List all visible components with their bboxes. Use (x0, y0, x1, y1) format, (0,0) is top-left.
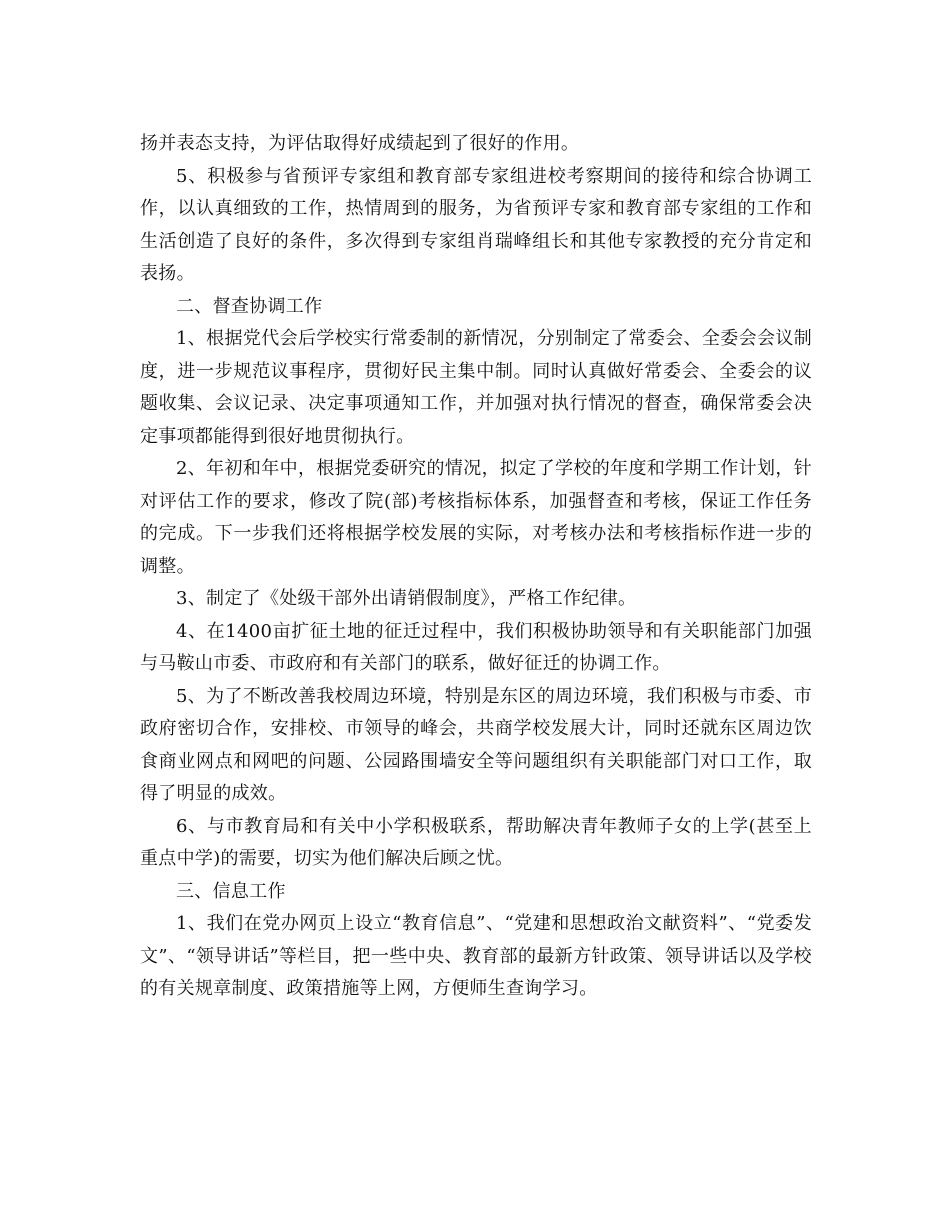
paragraph-continuation: 扬并表态支持，为评估取得好成绩起到了很好的作用。 (140, 133, 580, 154)
paragraph-item-3-leave-system: 3、制定了《处级干部外出请销假制度》，严格工作纪律。 (176, 588, 637, 609)
paragraph-item-1-committee-system: 1、根据党代会后学校实行常委制的新情况，分别制定了常委会、全委会会议制度，进一步规范议事程序，贯彻好民主集中制。同时认真做好常委会、全委会的议题收集、会议记录、决定事项通知工作，并加强对执行情况的督查，确保常委会决定事项都能得到很好地贯彻执行。 (140, 328, 812, 447)
document-body (140, 128, 812, 1006)
section-heading-supervision: 二、督查协调工作 (176, 295, 323, 317)
paragraph-item-6-schooling: 6、与市教育局和有关中小学积极联系，帮助解决青年教师子女的上学(甚至上重点中学)的需要，切实为他们解决后顾之忧。 (140, 815, 812, 869)
paragraph-item-5-expert-reception: 5、积极参与省预评专家组和教育部专家组进校考察期间的接待和综合协调工作，以认真细致的工作，热情周到的服务，为省预评专家和教育部专家组的工作和生活创造了良好的条件，多次得到专家组肖瑞峰组长和其他专家教授的充分肯定和表扬。 (140, 165, 812, 284)
paragraph-item-4-land-acquisition: 4、在1400亩扩征土地的征迁过程中，我们积极协助领导和有关职能部门加强与马鞍山市委、市政府和有关部门的联系，做好征迁的协调工作。 (140, 620, 812, 674)
paragraph-item-5-surroundings: 5、为了不断改善我校周边环境，特别是东区的周边环境，我们积极与市委、市政府密切合作，安排校、市领导的峰会，共商学校发展大计，同时还就东区周边饮食商业网点和网吧的问题、公园路围墙安全等问题组织有关职能部门对口工作，取得了明显的成效。 (140, 685, 812, 804)
section-heading-information: 三、信息工作 (176, 880, 286, 902)
paragraph-item-2-work-plan: 2、年初和年中，根据党委研究的情况，拟定了学校的年度和学期工作计划，针对评估工作的要求，修改了院(部)考核指标体系，加强督查和考核，保证工作任务的完成。下一步我们还将根据学校发展的实际，对考核办法和考核指标作进一步的调整。 (140, 458, 812, 577)
paragraph-item-1-webpage: 1、我们在党办网页上设立“教育信息”、“党建和思想政治文献资料”、“党委发文”、“领导讲话”等栏目，把一些中央、教育部的最新方针政策、领导讲话以及学校的有关规章制度、政策措施等上网，方便师生查询学习。 (140, 913, 812, 999)
